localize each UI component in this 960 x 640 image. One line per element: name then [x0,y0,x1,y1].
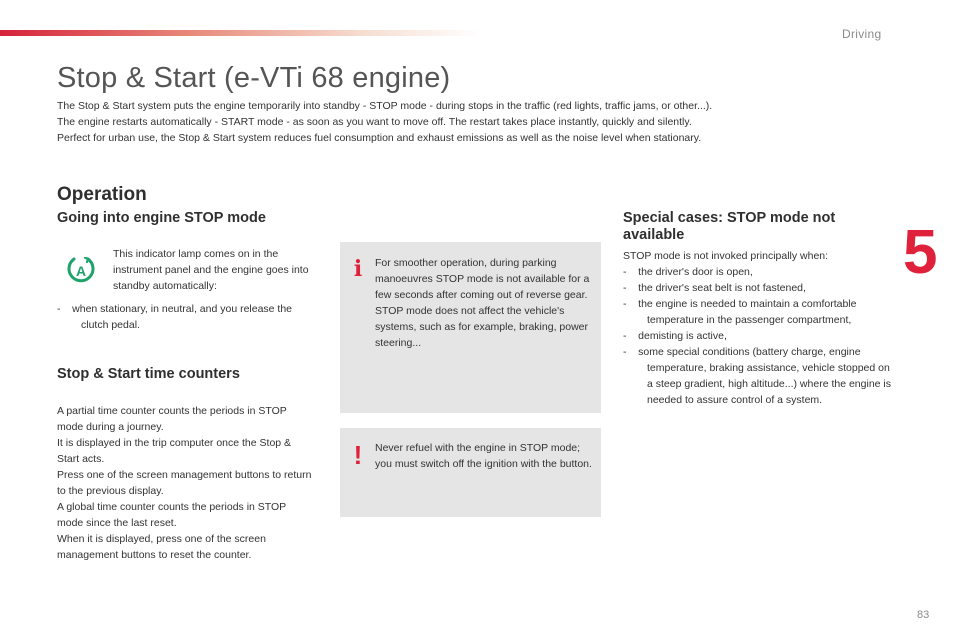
special-item: - some special conditions (battery charge, engine temperature, braking assistance, vehicle stopped on a steep gradient, high altitude...) where the engine is needed to assure control of a system. [623,346,891,406]
info-line: For smoother operation, during parking manoeuvres STOP mode is not available for a few seconds after coming out of reverse gear. [375,257,590,301]
counter-line: A global time counter counts the periods in STOP mode since the last reset. [57,501,286,529]
time-counters-heading: Stop & Start time counters [57,366,240,382]
warning-icon: ! [353,440,363,470]
special-intro: STOP mode is not invoked principally when: [623,250,829,262]
stop-mode-heading: Going into engine STOP mode [57,210,266,226]
special-item: - the driver's seat belt is not fastened, [623,282,806,294]
intro-paragraph [57,98,857,146]
intro-line: The engine restarts automatically - START mode - as soon as you want to move off. The restart takes place instantly, quickly and silently. [57,116,692,128]
special-cases-list [623,248,898,408]
chapter-number: 5 [903,218,938,287]
counter-line: A partial time counter counts the periods in STOP mode during a journey. [57,405,287,433]
warning-text [375,440,595,472]
time-counters-text [57,403,315,563]
info-line: STOP mode does not affect the vehicle's systems, such as for example, braking, power steering... [375,305,589,349]
lamp-letter: A [75,263,87,279]
lamp-description: This indicator lamp comes on in the instrument panel and the engine goes into standby automatically: [113,248,309,292]
special-item: - the engine is needed to maintain a comfortable temperature in the passenger compartment, [623,298,857,326]
info-text [375,255,595,351]
condition-item: - when stationary, in neutral, and you release the clutch pedal. [57,303,293,331]
special-item: - the driver's door is open, [623,266,753,278]
counter-line: Press one of the screen management buttons to return to the previous display. [57,469,312,497]
header-accent-bar [0,30,480,36]
intro-line: The Stop & Start system puts the engine temporarily into standby - STOP mode - during stops in the traffic (red lights, traffic jams, or other...). [57,100,713,112]
intro-line: Perfect for urban use, the Stop & Start system reduces fuel consumption and exhaust emissions as well as the noise level when stationary. [57,132,702,144]
special-item: - demisting is active, [623,330,727,342]
page-title: Stop & Start (e-VTi 68 engine) [57,62,451,94]
warning-box [340,428,601,517]
info-box [340,242,601,413]
operation-heading: Operation [57,184,147,205]
info-icon: i [353,256,363,282]
stop-condition [57,301,317,333]
stop-start-lamp-icon [66,257,96,283]
warning-line: Never refuel with the engine in STOP mode; you must switch off the ignition with the button. [375,442,592,470]
special-cases-heading: Special cases: STOP mode not available [623,210,836,243]
page-number: 83 [917,609,930,621]
section-label: Driving [842,27,882,41]
counter-line: When it is displayed, press one of the screen management buttons to reset the counter. [57,533,266,561]
counter-line: It is displayed in the trip computer once the Stop & Start acts. [57,437,292,465]
